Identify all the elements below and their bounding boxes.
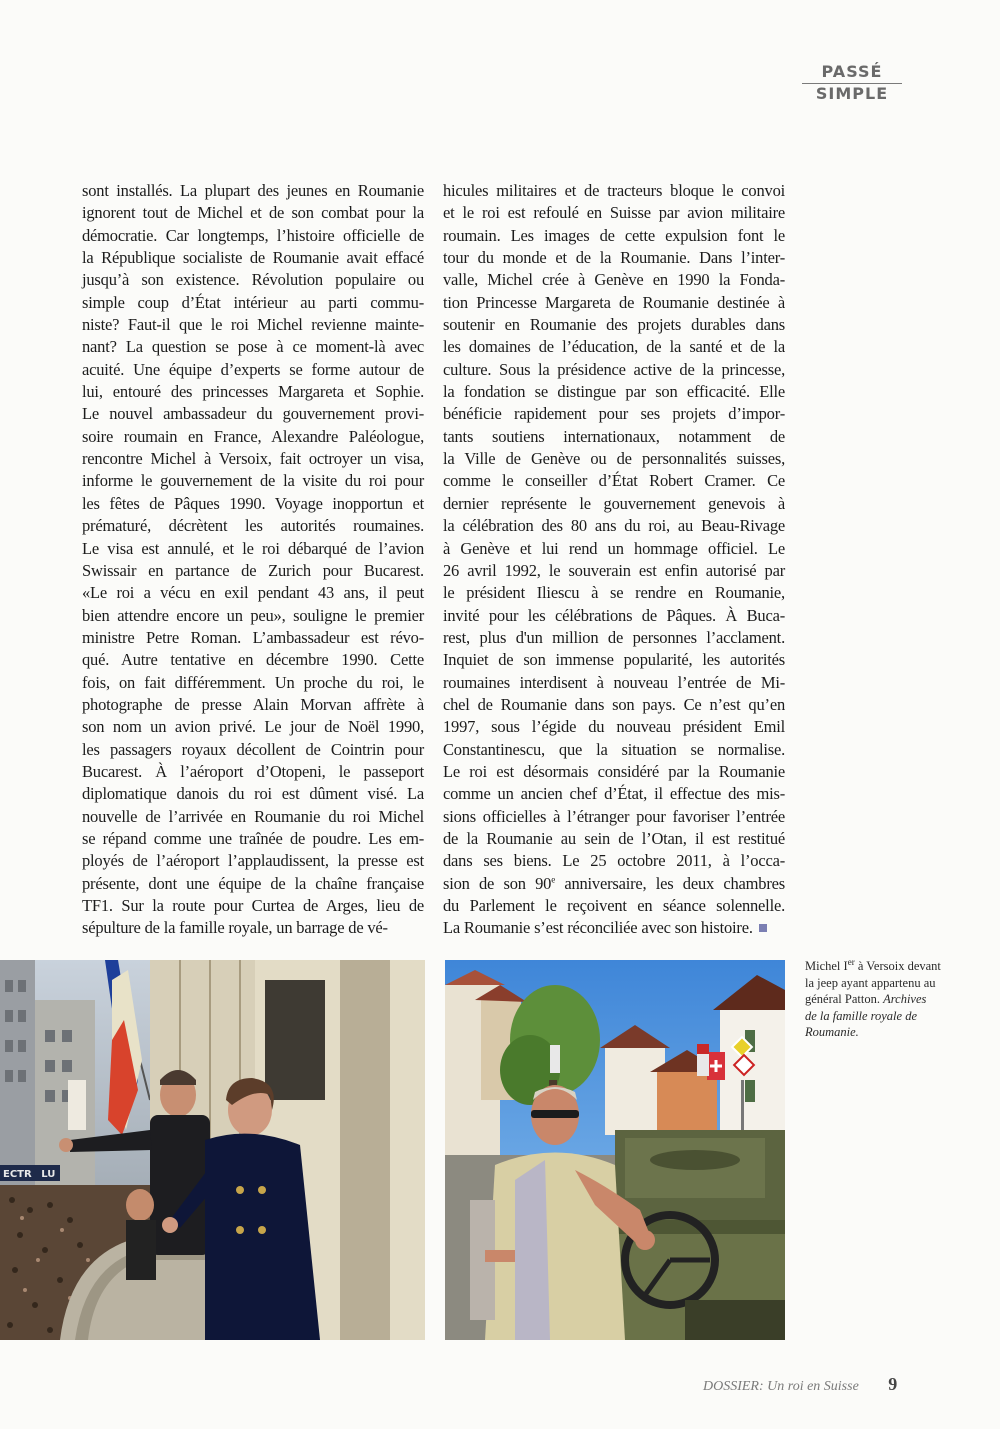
text-line-content: jusqu’à son existence. Révolution populaire ou [82,270,424,290]
end-of-article-square-icon [759,924,767,932]
text-line [82,493,424,515]
photo-caption [805,958,965,1041]
text-line [443,828,785,850]
text-line-content: chel de Roumanie dans son pays. Ce n’est qu’en [443,694,785,714]
text-line [443,716,785,738]
text-line [443,515,785,537]
text-line [82,560,424,582]
text-line-content: démocratie. Car longtemps, l’histoire officielle de [82,225,424,245]
text-line [443,426,785,448]
text-line [443,448,785,470]
section-tag [802,62,902,104]
text-line [443,895,785,917]
text-line [443,783,785,805]
text-line-content: TF1. Sur la route pour Curtea de Arges, lieu de [82,896,424,915]
text-line-content: la fondation se distingue par son efficacité. Elle [443,382,785,402]
text-line [443,560,785,582]
text-line [82,515,424,537]
text-line-content: Swissair en partance de Zurich pour Bucarest. [82,560,424,580]
photo-balcony-crowd [0,960,425,1340]
text-line-content: les passagers royaux décollent de Cointrin pour [82,739,424,759]
text-line [443,649,785,671]
text-line [82,247,424,269]
text-line [82,292,424,314]
text-line-content: du Parlement le reçoivent en séance solennelle. [443,896,785,915]
text-line [443,314,785,336]
caption-line5: Roumanie. [805,1025,859,1039]
text-line [443,873,785,895]
text-line-content: fois, on fait différemment. Un proche du roi, le [82,672,424,692]
photo-balcony-illustration [0,960,425,1340]
caption-line4: de la famille royale de [805,1008,918,1023]
text-line [443,381,785,403]
article-column-left [82,180,424,940]
text-line-content: Le nouvel ambassadeur du gouvernement provi- [82,404,424,424]
text-line [443,180,785,202]
text-line [82,336,424,358]
text-line [443,493,785,515]
text-line [82,269,424,291]
text-line-content: soire roumain en France, Alexandre Paléologue, [82,426,424,446]
text-line-content: Le roi est désormais considéré par la Roumanie [443,761,785,781]
text-line [443,739,785,761]
text-line-content: prématuré, décrètent les autorités roumaines. [82,516,424,536]
text-line [82,716,424,738]
text-line-content: valle, Michel crée à Genève en 1990 la Fonda- [443,270,785,290]
superscript: e [551,874,556,885]
text-line [82,448,424,470]
text-line-part: anniversaire, les deux chambres [555,873,785,893]
text-line-content: se répand comme une traînée de poudre. Les em- [82,828,424,848]
text-line [443,359,785,381]
text-line [82,605,424,627]
text-line-content: nant? La question se pose à ce moment-là avec [82,337,424,357]
text-line-content: lui, entouré des princesses Margareta et Sophie. [82,382,424,402]
text-line-content: de la Roumanie au sein de l’Otan, il est restitué [443,828,785,848]
text-line-content: 1997, sous l’égide du nouveau président Emil [443,717,785,737]
text-line [443,605,785,627]
text-line [82,180,424,202]
text-line-content: les domaines de l’éducation, de la santé et de la [443,337,785,357]
text-line-content: qué. Autre tentative en décembre 1990. Cette [82,650,424,670]
text-line-content: présente, dont une équipe de la chaîne française [82,873,424,893]
text-line [82,739,424,761]
text-line [82,381,424,403]
text-line-content: dernier représente le gouvernement genevois à [443,493,785,513]
text-line-content: acuité. Une équipe d’experts se forme autour de [82,359,424,379]
text-line [82,873,424,895]
text-line-content: bien attendre encore un peu», souligne le premier [82,605,424,625]
text-line [82,694,424,716]
text-line [443,538,785,560]
text-line-content: tion Princesse Margareta de Roumanie destinée à [443,292,785,312]
page-number: 9 [888,1374,898,1394]
text-line-content: hicules militaires et de tracteurs bloque le convoi [443,181,785,200]
text-line [82,672,424,694]
text-line [443,694,785,716]
caption-line1-sup: er [847,956,855,967]
text-line-content: informe le gouvernement de la visite du roi pour [82,471,424,491]
text-line-content: à Genève et lui rend un hommage officiel. Le [443,538,785,558]
page-footer [703,1374,897,1395]
text-line-content: sions officielles à l’étranger pour favoriser l’entrée [443,806,785,826]
text-line-content: ployés de l’aéroport l’applaudissent, la presse est [82,851,424,871]
text-line [82,470,424,492]
text-line-content: sont installés. La plupart des jeunes en Roumanie [82,181,424,200]
text-line-content: dans ses biens. Le 25 octobre 2011, à l’occa- [443,851,785,871]
text-line-content: La Roumanie s’est réconciliée avec son histoire. [443,918,753,938]
text-line [82,806,424,828]
photo-jeep-illustration [445,960,785,1340]
text-line [443,917,785,939]
text-line-content: son nom un avion privé. Le jour de Noël 1990, [82,717,424,737]
text-line [82,403,424,425]
caption-line1-pre: Michel I [805,959,848,973]
text-line [82,314,424,336]
text-line-content: soutenir en Roumanie des projets durables dans [443,315,785,335]
text-line [443,627,785,649]
caption-line3-normal: général Patton. [805,992,884,1006]
svg-text:ECTR LU [3,1169,55,1180]
text-line-content: roumaines interdisent à nouveau l’entrée de Mi- [443,672,785,692]
text-line [82,761,424,783]
text-line [443,806,785,828]
text-line-content: invité pour les célébrations de Pâques. À Buca- [443,605,785,625]
caption-line1-post: à Versoix devant [854,959,941,973]
text-line-content: diplomatique danois du roi est dûment visé. La [82,784,424,804]
text-line-content: rest, plus d'un million de personnes l’acclament. [443,627,785,647]
text-line [443,582,785,604]
text-line [443,336,785,358]
text-line-content: tour du monde et de la Roumanie. Dans l’inter- [443,248,785,268]
text-line [82,582,424,604]
text-line [443,292,785,314]
text-line [82,850,424,872]
text-line [82,649,424,671]
text-line-content: nouvelle de l’arrivée en Roumanie du roi Michel [82,806,424,826]
text-line [443,247,785,269]
text-line-content: photographe de presse Alain Morvan affrète à [82,694,424,714]
photo-versoix-jeep [445,960,785,1340]
text-line-content: simple coup d’État intérieur au parti commu- [82,292,424,312]
text-line-part: sion de son 90 [443,873,552,893]
footer-dossier-label: DOSSIER: Un roi en Suisse [703,1379,859,1394]
text-line-content: les fêtes de Pâques 1990. Voyage inopportun et [82,493,424,513]
text-line-content: et le roi est refoulé en Suisse par avion militaire [443,203,785,223]
text-line [443,225,785,247]
text-line-content: culture. Sous la présidence active de la princesse, [443,359,785,379]
text-line-content: la Ville de Genève ou de personnalités suisses, [443,449,785,469]
text-line-content: ministre Petre Roman. L’ambassadeur est révo- [82,627,424,647]
text-line-content: bénéficie rapidement pour ses projets d’impor- [443,404,785,424]
text-line [443,470,785,492]
text-line [82,895,424,917]
text-line-content: comme le conseiller d’État Robert Cramer. Ce [443,471,785,491]
text-line [82,359,424,381]
text-line-content: rencontre Michel à Versoix, fait octroyer un visa, [82,449,424,469]
text-line [82,538,424,560]
article-column-right [443,180,785,940]
text-line [443,202,785,224]
section-tag-line2: SIMPLE [815,84,889,103]
text-line-content: Bucarest. À l’aéroport d’Otopeni, le passeport [82,761,424,781]
text-line [82,917,424,939]
balcony-sign-text-2: LU [41,1169,56,1180]
text-line-content: Constantinescu, que la situation se normalise. [443,739,785,759]
text-line [443,403,785,425]
text-line-content: Inquiet de son immense popularité, les autorités [443,650,785,670]
caption-line3-italic: Archives [883,992,927,1006]
text-line [82,426,424,448]
text-line-content: le président Iliescu à se rendre en Roumanie, [443,583,785,603]
text-line [82,202,424,224]
text-line [82,783,424,805]
caption-line2: la jeep ayant appartenu au [805,975,936,990]
text-line-content: roumain. Les images de cette expulsion font le [443,225,785,245]
text-line-content: sépulture de la famille royale, un barrage de vé- [82,918,388,938]
text-line-content: niste? Faut-il que le roi Michel revienne mainte- [82,315,424,335]
section-tag-line1: PASSÉ [821,62,883,81]
text-line [82,225,424,247]
text-line-content: 26 avril 1992, le souverain est enfin autorisé par [443,560,785,580]
text-line [443,269,785,291]
text-line [443,672,785,694]
text-line-content: «Le roi a vécu en exil pendant 43 ans, il peut [82,583,424,603]
text-line [82,627,424,649]
text-line [82,828,424,850]
text-line-content: la célébration des 80 ans du roi, au Beau-Rivage [443,516,785,536]
text-line-content: Le visa est annulé, et le roi débarqué de l’avion [82,538,424,558]
text-line-content: comme un ancien chef d’État, il effectue des mis- [443,784,785,804]
balcony-sign-text: ECTR [3,1169,32,1180]
text-line [443,761,785,783]
text-line [443,850,785,872]
text-line-content: la République socialiste de Roumanie avait effacé [82,248,424,268]
text-line-content: ignorent tout de Michel et de son combat pour la [82,203,424,223]
text-line-content: tants soutiens internationaux, notamment de [443,426,785,446]
